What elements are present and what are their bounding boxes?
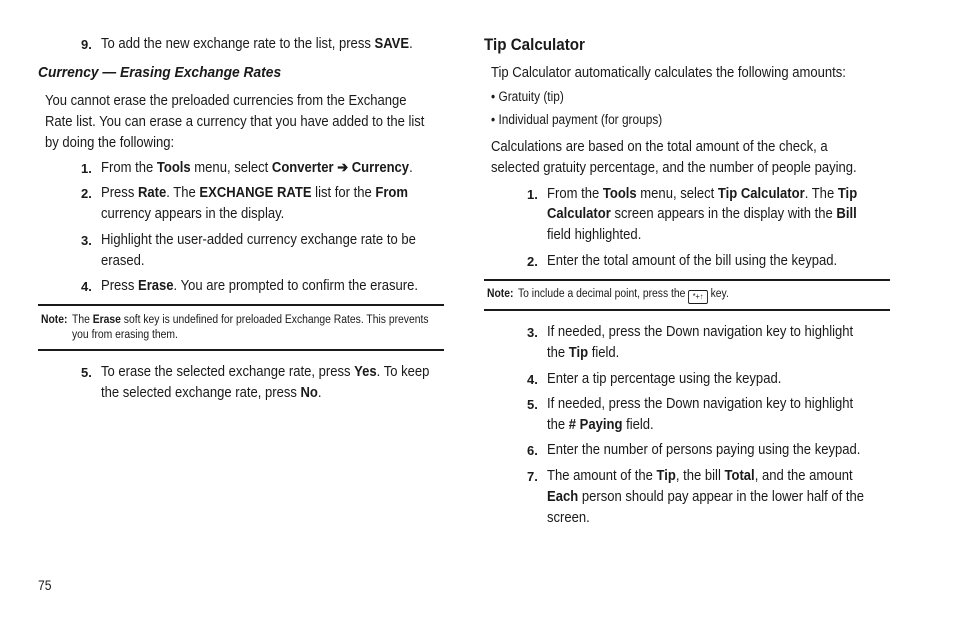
step-9-text: To add the new exchange rate to the list, press SAVE. — [101, 36, 413, 52]
step-4-text: Press Erase. You are prompted to confirm the erasure. — [101, 278, 419, 294]
intro-line: Rate list. You can erase a currency that you have added to the list — [45, 114, 425, 130]
step-number: 5. — [81, 365, 92, 380]
note-text: To include a decimal point, press the *+↑ key. — [518, 287, 896, 304]
note-label: Note: — [41, 314, 68, 326]
step-1-text: field highlighted. — [547, 227, 642, 243]
step-number: 3. — [527, 325, 538, 340]
intro-line: You cannot erase the preloaded currencies from the Exchange — [45, 93, 407, 109]
step-2-text: currency appears in the display. — [101, 206, 285, 222]
step-number: 5. — [527, 397, 538, 412]
step-number: 4. — [81, 279, 92, 294]
bullet-item: • Individual payment (for groups) — [491, 112, 663, 127]
step-1-text: Calculator screen appears in the display with the Bill — [547, 206, 857, 222]
step-number: 6. — [527, 443, 538, 458]
intro-line: Tip Calculator automatically calculates the following amounts: — [491, 65, 846, 81]
bullet-item: • Gratuity (tip) — [491, 89, 564, 104]
calc-line: selected gratuity percentage, and the number of people paying. — [491, 160, 857, 176]
step-number: 1. — [81, 161, 92, 176]
step-2-text: Enter the total amount of the bill using the keypad. — [547, 253, 838, 269]
note-text: you from erasing them. — [72, 329, 178, 341]
step-number: 7. — [527, 469, 538, 484]
step-number: 3. — [81, 233, 92, 248]
intro-line: by doing the following: — [45, 135, 175, 151]
section-heading-tip-calculator: Tip Calculator — [484, 36, 585, 54]
step-2-text: Press Rate. The EXCHANGE RATE list for the From — [101, 185, 409, 201]
star-key-icon: *+↑ — [688, 290, 708, 304]
section-heading-currency: Currency — Erasing Exchange Rates — [38, 64, 282, 81]
page-number: 75 — [38, 578, 52, 593]
step-number: 1. — [527, 187, 538, 202]
step-5-text: the selected exchange rate, press No. — [101, 385, 322, 401]
step-7-text: screen. — [547, 510, 590, 526]
step-5-text: the # Paying field. — [547, 417, 654, 433]
step-number: 4. — [527, 372, 538, 387]
step-5-text: If needed, press the Down navigation key to highlight — [547, 396, 854, 412]
note-label: Note: — [487, 288, 514, 300]
step-1-text: From the Tools menu, select Tip Calculator. The Tip — [547, 186, 858, 202]
step-number: 2. — [81, 186, 92, 201]
step-number: 2. — [527, 254, 538, 269]
step-5-text: To erase the selected exchange rate, press Yes. To keep — [101, 364, 430, 380]
step-6-text: Enter the number of persons paying using the keypad. — [547, 442, 861, 458]
note-text: The Erase soft key is undefined for preloaded Exchange Rates. This prevents — [72, 314, 429, 326]
step-3-text: Highlight the user-added currency exchange rate to be — [101, 232, 416, 248]
step-3-text: the Tip field. — [547, 345, 620, 361]
calc-line: Calculations are based on the total amount of the check, a — [491, 139, 828, 155]
step-4-text: Enter a tip percentage using the keypad. — [547, 371, 782, 387]
step-7-text: The amount of the Tip, the bill Total, and the amount — [547, 468, 853, 484]
step-3-text: erased. — [101, 253, 145, 269]
step-1-text: From the Tools menu, select Converter ➔ Currency. — [101, 160, 413, 176]
step-number: 9. — [81, 37, 92, 52]
step-7-text: Each person should pay appear in the lower half of the — [547, 489, 865, 505]
step-3-text: If needed, press the Down navigation key to highlight — [547, 324, 854, 340]
